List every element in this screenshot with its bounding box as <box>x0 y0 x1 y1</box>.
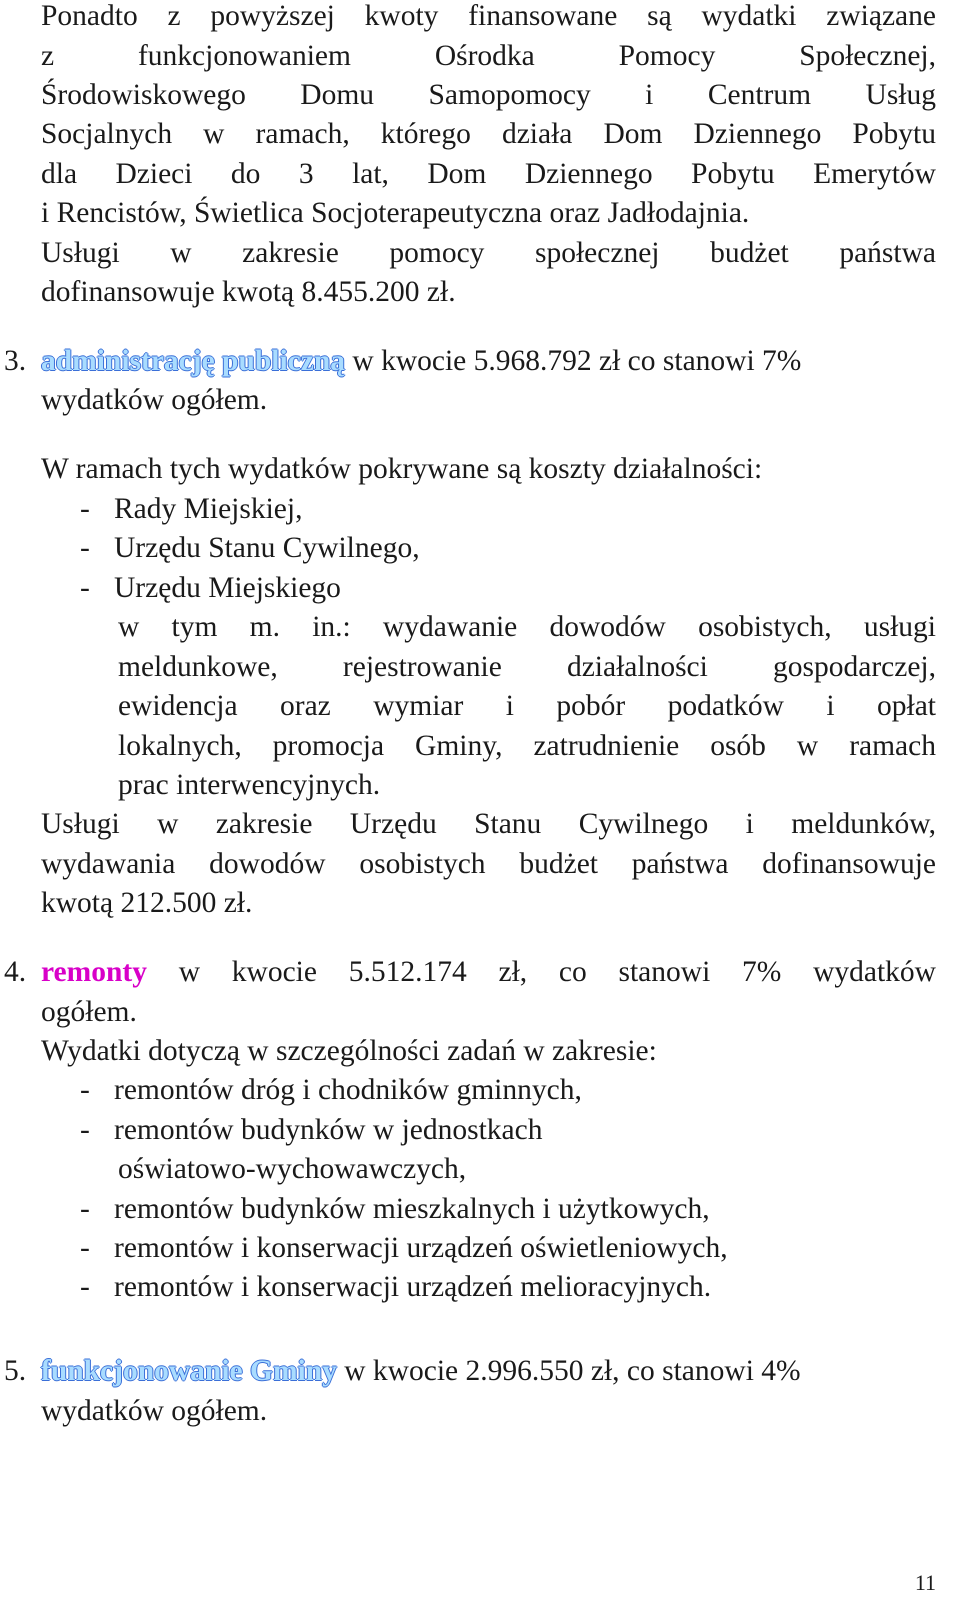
bullet-dash: - <box>80 572 90 604</box>
section-heading-rest: w kwocie 5.512.174 zł, co stanowi 7% wydatków <box>146 956 936 988</box>
list-item-cont: ewidencja oraz wymiar i pobór podatków i opłat <box>118 690 936 722</box>
section-number: 4. <box>4 956 27 988</box>
bullet-dash: - <box>80 1114 90 1146</box>
intro-line: dofinansowuje kwotą 8.455.200 zł. <box>41 276 456 308</box>
section-intro: Wydatki dotyczą w szczególności zadań w zakresie: <box>41 1035 657 1067</box>
bullet-dash: - <box>80 1193 90 1225</box>
section-heading-rest: w kwocie 2.996.550 zł, co stanowi 4% <box>336 1355 801 1387</box>
list-item-cont: lokalnych, promocja Gminy, zatrudnienie osób w ramach <box>118 730 936 762</box>
intro-line: Socjalnych w ramach, którego działa Dom Dziennego Pobytu <box>41 118 936 150</box>
intro-line: Usługi w zakresie pomocy społecznej budżet państwa <box>41 237 936 269</box>
section-intro: W ramach tych wydatków pokrywane są koszty działalności: <box>41 453 763 485</box>
page-number: 11 <box>914 1570 936 1595</box>
section-highlight: funkcjonowanie Gminy <box>41 1355 337 1387</box>
list-item-cont: meldunkowe, rejestrowanie działalności gospodarczej, <box>118 651 936 683</box>
bullet-dash: - <box>80 532 90 564</box>
list-item-cont: prac interwencyjnych. <box>118 769 381 801</box>
section-text: wydawania dowodów osobistych budżet państwa dofinansowuje <box>41 848 936 880</box>
section-number: 3. <box>4 345 27 377</box>
list-item: Urzędu Stanu Cywilnego, <box>114 532 420 564</box>
list-item-cont: oświatowo-wychowawczych, <box>118 1153 467 1185</box>
list-item: remontów i konserwacji urządzeń oświetleniowych, <box>114 1232 728 1264</box>
intro-line: i Rencistów, Świetlica Socjoterapeutyczna oraz Jadłodajnia. <box>41 197 750 229</box>
intro-line: dla Dzieci do 3 lat, Dom Dziennego Pobytu Emerytów <box>41 158 936 190</box>
section-heading-cont: wydatków ogółem. <box>41 1395 268 1427</box>
intro-line: Ponadto z powyższej kwoty finansowane są wydatki związane <box>41 0 936 32</box>
list-item: remontów i konserwacji urządzeń melioracyjnych. <box>114 1271 712 1303</box>
section-heading-cont: ogółem. <box>41 996 137 1028</box>
list-item: remontów dróg i chodników gminnych, <box>114 1074 582 1106</box>
section-text: Usługi w zakresie Urzędu Stanu Cywilnego i meldunków, <box>41 808 936 840</box>
section-heading <box>41 952 936 992</box>
section-heading-cont: wydatków ogółem. <box>41 384 268 416</box>
list-item: remontów budynków mieszkalnych i użytkowych, <box>114 1193 710 1225</box>
bullet-dash: - <box>80 493 90 525</box>
bullet-dash: - <box>80 1074 90 1106</box>
bullet-dash: - <box>80 1232 90 1264</box>
section-heading <box>41 341 936 381</box>
section-highlight: remonty <box>41 956 147 988</box>
list-item: remontów budynków w jednostkach <box>114 1114 543 1146</box>
intro-line: z funkcjonowaniem Ośrodka Pomocy Społecznej, <box>41 40 936 72</box>
intro-line: Środowiskowego Domu Samopomocy i Centrum Usług <box>41 79 936 111</box>
list-item: Rady Miejskiej, <box>114 493 303 525</box>
section-text: kwotą 212.500 zł. <box>41 887 253 919</box>
section-number: 5. <box>4 1355 27 1387</box>
list-item: Urzędu Miejskiego <box>114 572 341 604</box>
section-heading <box>41 1351 936 1391</box>
section-highlight: administrację publiczną <box>41 345 346 377</box>
bullet-dash: - <box>80 1271 90 1303</box>
section-heading-rest: w kwocie 5.968.792 zł co stanowi 7% <box>345 345 802 377</box>
list-item-cont: w tym m. in.: wydawanie dowodów osobistych, usługi <box>118 611 936 643</box>
